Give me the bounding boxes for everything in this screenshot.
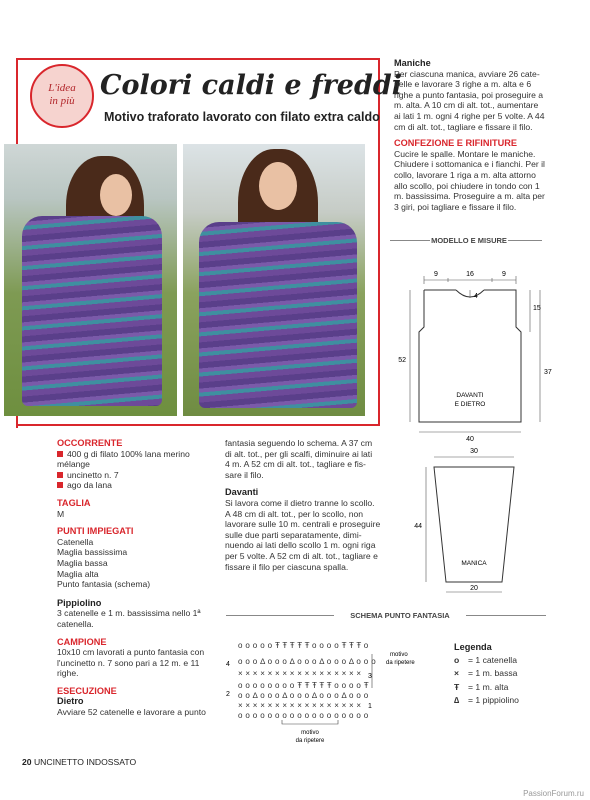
stitch-symbol: o xyxy=(289,691,295,700)
maniche-section xyxy=(394,58,582,212)
stitch-symbol: o xyxy=(245,691,250,700)
stitch-symbol: o xyxy=(371,657,376,666)
stitch-symbol: o xyxy=(363,657,369,666)
davanti-line: per 5 volte. A 52 cm di alt. tot., tagliare e xyxy=(225,550,378,561)
stitch-symbol: o xyxy=(349,691,354,700)
stitch-symbol: o xyxy=(312,711,317,720)
maniche-line: Per ciascuna manica, avviare 26 cate- xyxy=(394,68,540,79)
stitch-symbol: ∆ xyxy=(312,691,317,700)
stitch-symbol: o xyxy=(334,681,339,690)
photo-front-view xyxy=(183,144,365,416)
stitch-symbol: o xyxy=(334,711,339,720)
stitch-symbol: × xyxy=(349,669,354,678)
stitch-symbol: o xyxy=(282,657,287,666)
stitch-symbol: o xyxy=(282,681,287,690)
stitch-symbol: o xyxy=(363,711,369,720)
stitch-symbol: o xyxy=(304,657,310,666)
stitch-symbol: ∆ xyxy=(282,691,288,700)
conf-line: m. bassissima. Proseguire a m. alta per xyxy=(394,191,545,202)
stitch-symbol: × xyxy=(282,701,288,710)
idea-badge xyxy=(30,64,94,128)
stitch-symbol: o xyxy=(356,711,361,720)
stitch-symbol: o xyxy=(319,641,324,650)
stitch-symbol: × xyxy=(297,669,302,678)
legend-item: = 1 m. bassa xyxy=(468,668,518,679)
stitch-symbol: o xyxy=(275,681,280,690)
row-1: 1 xyxy=(368,703,372,710)
stitch-symbol: o xyxy=(267,711,273,720)
conf-line: Cucire le spalle. Montare le maniche. xyxy=(394,148,536,159)
occorrente-heading: OCCORRENTE xyxy=(57,438,123,448)
watermark: PassionForum.ru xyxy=(523,789,584,798)
camp-line: 10x10 cm lavorati a punto fantasia con xyxy=(57,647,205,658)
photo-side-view xyxy=(4,144,177,416)
stitch-symbol: o xyxy=(341,681,347,690)
maniche-line: m. alta. A 10 cm di alt. tot., aumentare xyxy=(394,100,539,111)
stitch-symbol: o xyxy=(326,711,332,720)
stitch-symbol: × xyxy=(275,669,280,678)
divider xyxy=(390,240,430,241)
pippiolino-heading: Pippiolino xyxy=(57,597,102,608)
divider xyxy=(508,240,542,241)
conf-line: allo scollo, poi chiudere in tondo con 1 xyxy=(394,180,540,191)
stitch-symbol: × xyxy=(326,669,332,678)
stitch-symbol: ∆ xyxy=(349,657,354,666)
stitch-symbol: o xyxy=(326,641,332,650)
stitch-symbol: o xyxy=(297,691,302,700)
maniche-heading: Maniche xyxy=(394,58,431,68)
taglia-value: M xyxy=(57,508,65,519)
single-crochet-icon: × xyxy=(454,668,460,679)
dim-sleeve-h: 44 xyxy=(414,523,422,530)
stitch-symbol: o xyxy=(297,657,302,666)
stitch-symbol: Ŧ xyxy=(297,681,303,690)
stitch-symbol: o xyxy=(275,657,280,666)
stitch-symbol: × xyxy=(349,701,354,710)
stitch-symbol: o xyxy=(341,657,347,666)
confezione-heading: CONFEZIONE E RIFINITURE xyxy=(394,138,518,149)
stitch-symbol: o xyxy=(260,711,265,720)
punti-heading: PUNTI IMPIEGATI xyxy=(57,526,134,537)
campione-heading: CAMPIONE xyxy=(57,636,107,647)
cont-line: sare il filo. xyxy=(225,469,264,480)
dim-w-top1: 9 xyxy=(434,271,438,278)
davanti-line: sulle due parti separatamente, dimi- xyxy=(225,529,362,540)
stitch-symbol: × xyxy=(334,701,339,710)
dim-total-h: 52 xyxy=(398,357,406,364)
cont-line: fantasia seguendo lo schema. A 37 cm xyxy=(225,438,373,448)
label-e-dietro: E DIETRO xyxy=(454,401,486,408)
stitch-symbol: × xyxy=(275,701,280,710)
stitch-symbol: o xyxy=(356,681,361,690)
stitch-symbol: × xyxy=(267,669,273,678)
punto-item: Catenella xyxy=(57,536,94,547)
conf-line: Chiudere i sottomanica e i fianchi. Per il xyxy=(394,159,545,170)
stitch-symbol: × xyxy=(334,669,339,678)
motif-bottom-1: motivo xyxy=(301,730,319,736)
page-subtitle: Motivo traforato lavorato con filato extra caldo xyxy=(104,110,380,124)
chain-icon: o xyxy=(454,654,460,665)
stitch-symbol: × xyxy=(267,701,273,710)
stitch-symbol: × xyxy=(260,701,265,710)
stitch-symbol: × xyxy=(289,701,295,710)
stitch-symbol: Ŧ xyxy=(326,681,332,690)
stitch-symbol: × xyxy=(245,669,251,678)
stitch-symbol: o xyxy=(349,711,354,720)
row-3: 3 xyxy=(368,673,372,680)
punto-item: Maglia bassa xyxy=(57,557,108,568)
motif-right-1: motivo xyxy=(390,652,408,658)
stitch-symbol: × xyxy=(297,701,302,710)
stitch-symbol: ∆ xyxy=(260,657,266,666)
cont-line: di alt. tot., per gli scalfi, diminuire ai lati xyxy=(225,448,373,459)
stitch-symbol: o xyxy=(334,691,339,700)
stitch-symbol: Ŧ xyxy=(341,641,347,650)
taglia-heading: TAGLIA xyxy=(57,497,91,508)
stitch-symbol: × xyxy=(289,669,295,678)
stitch-symbol: o xyxy=(275,691,280,700)
pippio-line: 3 catenelle e 1 m. bassissima nello 1ª xyxy=(57,608,201,619)
stitch-symbol: o xyxy=(260,681,265,690)
stitch-symbol: o xyxy=(304,691,310,700)
davanti-line: A 48 cm di alt. tot., per lo scollo, non xyxy=(225,508,364,519)
stitch-symbol: × xyxy=(356,701,362,710)
row-4: 4 xyxy=(226,661,230,668)
stitch-symbol: o xyxy=(356,691,361,700)
cont-line: 4 m. A 52 cm di alt. tot., tagliare e fis- xyxy=(225,459,366,470)
pippio-line: catenella. xyxy=(57,618,94,629)
stitch-symbol: o xyxy=(267,691,273,700)
stitch-symbol: Ŧ xyxy=(304,641,310,650)
stitch-symbol: Ŧ xyxy=(363,681,369,690)
stitch-symbol: o xyxy=(282,711,287,720)
stitch-symbol: Ŧ xyxy=(319,681,325,690)
frame-bottom xyxy=(16,424,380,426)
stitch-symbol: × xyxy=(341,701,347,710)
stitch-symbol: o xyxy=(252,641,258,650)
middle-column xyxy=(225,438,390,572)
stitch-symbol: × xyxy=(312,669,317,678)
stitch-symbol: o xyxy=(245,711,250,720)
stitch-symbol: o xyxy=(252,681,258,690)
legend xyxy=(454,642,564,706)
legend-item: = 1 catenella xyxy=(468,654,517,665)
stitch-symbol: o xyxy=(238,681,243,690)
stitch-symbol: Ŧ xyxy=(356,641,362,650)
punto-item: Maglia bassissima xyxy=(57,547,128,558)
stitch-symbol: o xyxy=(312,641,317,650)
page-title: Colori caldi e freddi xyxy=(100,70,402,101)
esecuzione-heading: ESECUZIONE xyxy=(57,685,117,696)
stitch-symbol: × xyxy=(356,669,362,678)
occ-item: 400 g di filato 100% lana merino xyxy=(67,448,190,459)
maniche-line: ai lati 1 m. ogni 4 righe per 5 volte. A 44 xyxy=(394,110,545,121)
occ-item: mélange xyxy=(57,459,90,470)
davanti-line: lavorare sulle 10 m. centrali e proseguire xyxy=(225,519,381,530)
stitch-symbol: Ŧ xyxy=(297,641,303,650)
stitch-symbol: o xyxy=(341,711,347,720)
stitch-symbol: o xyxy=(304,711,310,720)
davanti-line: fissare il filo per ciascuna spalla. xyxy=(225,561,349,572)
stitch-symbol: o xyxy=(252,711,258,720)
stitch-symbol: o xyxy=(267,657,273,666)
dietro-heading: Dietro xyxy=(57,696,84,707)
stitch-symbol: × xyxy=(304,669,310,678)
stitch-symbol: o xyxy=(297,711,302,720)
stitch-symbol: Ŧ xyxy=(312,681,317,690)
stitch-symbol: Ŧ xyxy=(282,641,288,650)
motif-bottom-2: da ripetere xyxy=(295,738,325,744)
stitch-symbol: × xyxy=(319,701,325,710)
stitch-symbol: o xyxy=(289,711,295,720)
stitch-symbol: Ŧ xyxy=(349,641,354,650)
stitch-symbol: Ŧ xyxy=(289,641,295,650)
dim-w-top3: 9 xyxy=(502,271,506,278)
dim-w-bottom: 40 xyxy=(466,436,474,443)
conf-line: 3 giri, poi tagliare e fissare il filo. xyxy=(394,201,517,212)
stitch-symbol: × xyxy=(341,669,347,678)
stitch-symbol: o xyxy=(238,711,243,720)
legend-item: = 1 m. alta xyxy=(468,681,509,692)
divider xyxy=(226,615,334,616)
stitch-symbol: ∆ xyxy=(289,657,295,666)
stitch-symbol: × xyxy=(238,701,243,710)
row-2: 2 xyxy=(226,691,230,698)
page-number: 20 xyxy=(22,757,32,767)
stitch-symbol: × xyxy=(260,669,265,678)
stitch-symbol: o xyxy=(245,641,250,650)
stitch-symbol: o xyxy=(267,641,273,650)
stitch-symbol: o xyxy=(252,657,258,666)
stitch-symbol: Ŧ xyxy=(304,681,310,690)
label-manica: MANICA xyxy=(461,560,487,567)
badge-line2: in più xyxy=(49,95,75,107)
stitch-symbol: o xyxy=(349,681,354,690)
label-davanti: DAVANTI xyxy=(456,392,484,399)
stitch-symbol: o xyxy=(326,691,332,700)
stitch-symbol: o xyxy=(289,681,295,690)
picot-icon: ∆ xyxy=(454,695,460,706)
dim-sleeve-top: 30 xyxy=(470,448,478,455)
stitch-symbol: o xyxy=(238,641,243,650)
schema-title: SCHEMA PUNTO FANTASIA xyxy=(350,611,450,620)
camp-line: l'uncinetto n. 7 sono pari a 12 m. e 11 xyxy=(57,657,200,668)
stitch-symbol: × xyxy=(245,701,251,710)
badge-line1: L'idea xyxy=(48,82,76,94)
stitch-chart xyxy=(224,632,446,750)
stitch-symbol: ∆ xyxy=(341,691,347,700)
legend-heading: Legenda xyxy=(454,642,492,652)
camp-line: righe. xyxy=(57,668,79,679)
davanti-line: nuendo ai lati dello scollo 1 m. ogni riga xyxy=(225,540,376,551)
double-crochet-icon: Ŧ xyxy=(454,681,460,692)
maniche-line: nelle e lavorare 3 righe a m. alta e 6 xyxy=(394,79,532,90)
stitch-symbol: o xyxy=(363,641,369,650)
stitch-symbol: o xyxy=(267,681,273,690)
stitch-symbol: o xyxy=(356,657,361,666)
stitch-symbol: o xyxy=(238,657,243,666)
dim-sleeve-bottom: 20 xyxy=(470,585,478,592)
stitch-symbol: ∆ xyxy=(252,691,258,700)
occ-item: ago da lana xyxy=(67,480,112,491)
maniche-line: righe a punto fantasia, poi proseguire a xyxy=(394,89,544,100)
stitch-symbol: × xyxy=(252,669,258,678)
stitch-symbol: o xyxy=(312,657,317,666)
punto-item: Maglia alta xyxy=(57,568,99,579)
maniche-line: cm di alt. tot., tagliare e fissare il filo. xyxy=(394,121,533,132)
motif-right-2: da ripetere xyxy=(386,660,415,666)
stitch-symbol: o xyxy=(334,641,339,650)
stitch-symbol: × xyxy=(326,701,332,710)
stitch-symbol: o xyxy=(326,657,332,666)
stitch-symbol: o xyxy=(275,711,280,720)
magazine-name: UNCINETTO INDOSSATO xyxy=(33,757,137,767)
stitch-symbol: o xyxy=(334,657,339,666)
davanti-heading: Davanti xyxy=(225,487,259,498)
davanti-line: Si lavora come il dietro tranne lo scollo. xyxy=(225,497,375,508)
stitch-symbol: Ŧ xyxy=(275,641,280,650)
stitch-symbol: o xyxy=(319,691,324,700)
stitch-symbol: × xyxy=(304,701,310,710)
stitch-symbol: ∆ xyxy=(319,657,325,666)
stitch-symbol: × xyxy=(319,669,325,678)
stitch-symbol: × xyxy=(238,669,243,678)
dim-neck: 4 xyxy=(474,293,478,300)
pattern-diagram xyxy=(390,252,582,597)
stitch-symbol: o xyxy=(319,711,324,720)
stitch-symbol: o xyxy=(260,691,265,700)
occ-item: uncinetto n. 7 xyxy=(67,469,119,480)
stitch-symbol: o xyxy=(245,657,250,666)
stitch-symbol: o xyxy=(363,691,369,700)
punto-item: Punto fantasia (schema) xyxy=(57,579,151,590)
stitch-symbol: o xyxy=(238,691,243,700)
legend-item: = 1 pippiolino xyxy=(468,695,519,706)
left-column xyxy=(57,438,217,718)
dim-side-h: 37 xyxy=(544,369,552,376)
dietro-line: Avviare 52 catenelle e lavorare a punto xyxy=(57,707,206,718)
dim-w-top2: 16 xyxy=(466,271,474,278)
stitch-symbol: × xyxy=(252,701,258,710)
stitch-symbol: o xyxy=(260,641,265,650)
conf-line: collo, lavorare 1 riga a m. alta attorno xyxy=(394,169,536,180)
stitch-symbol: × xyxy=(312,701,317,710)
diagram-title: MODELLO E MISURE xyxy=(431,236,507,245)
stitch-symbol: o xyxy=(245,681,250,690)
stitch-symbol: × xyxy=(282,669,288,678)
page-footer xyxy=(22,757,136,767)
dim-armhole: 15 xyxy=(533,305,541,312)
divider xyxy=(466,615,546,616)
